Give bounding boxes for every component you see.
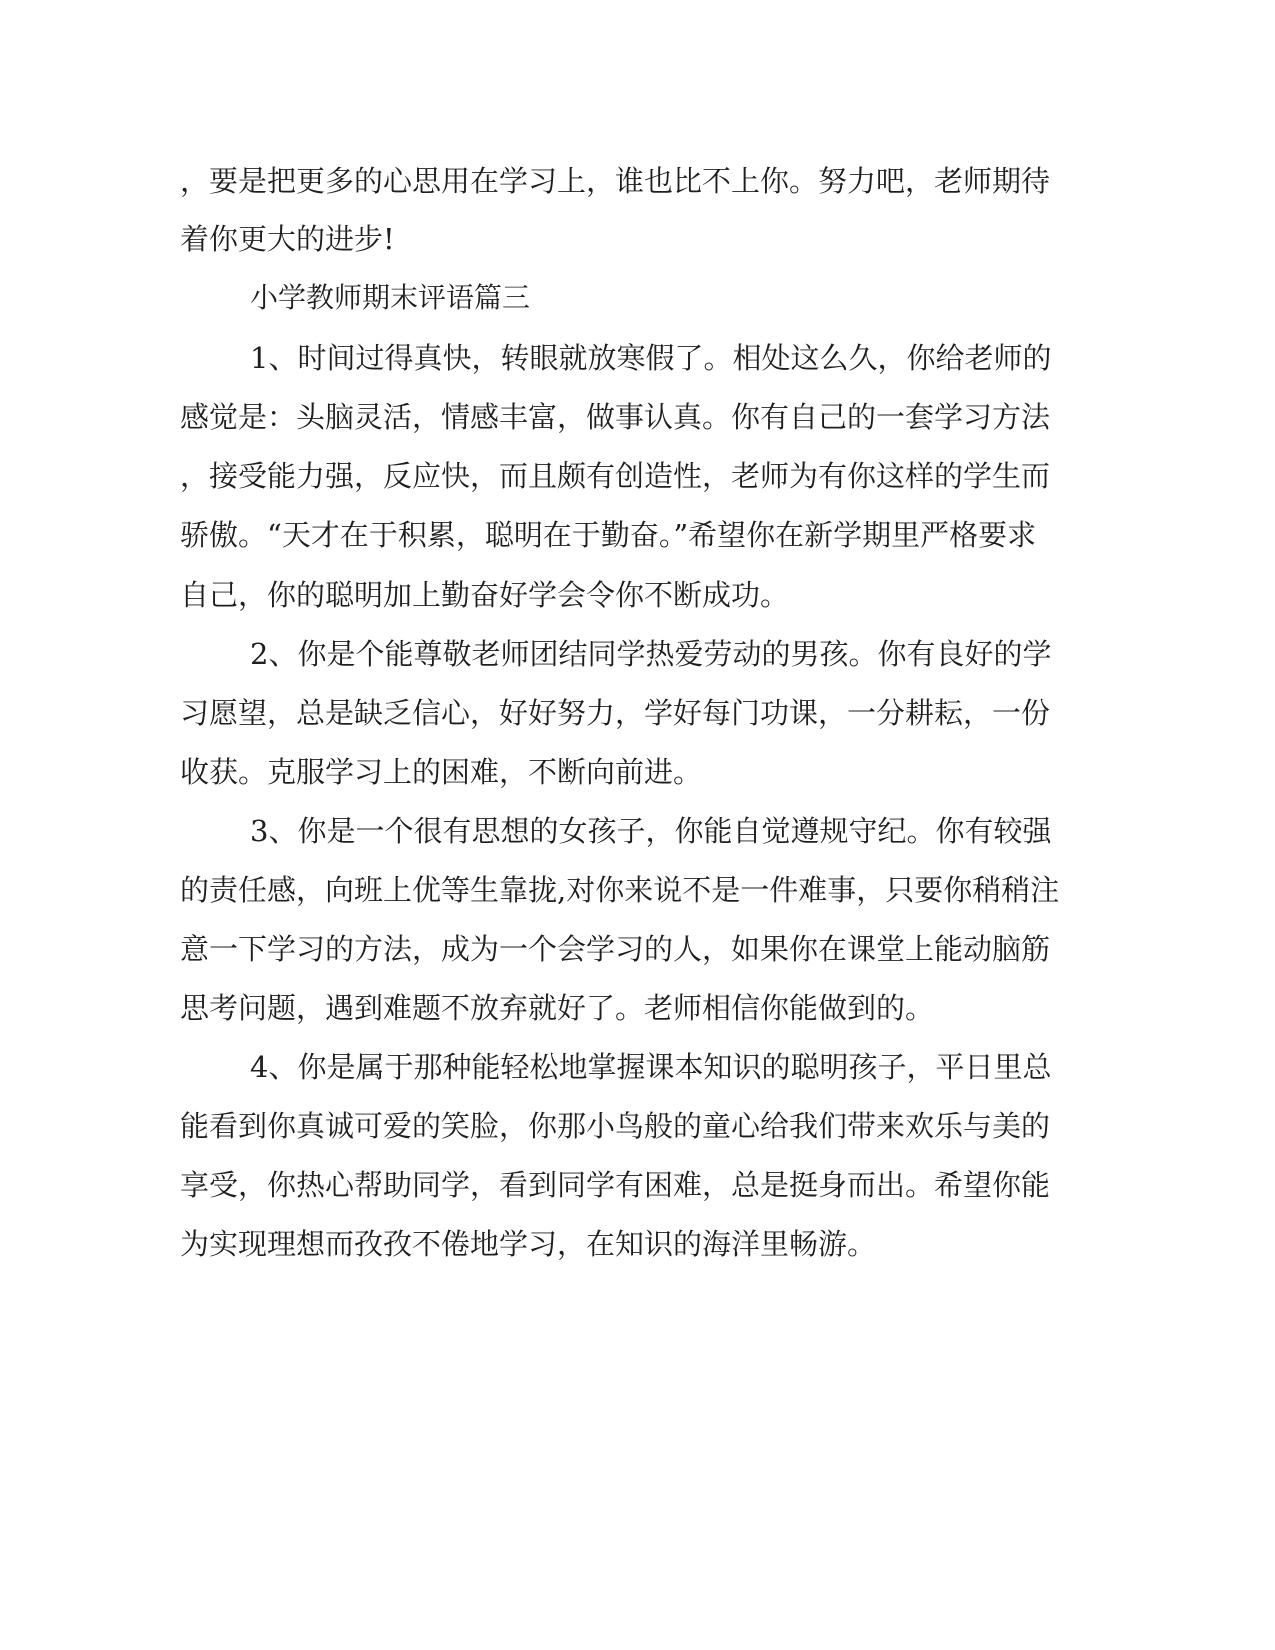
- body-text-line: 习愿望，总是缺乏信心，好好努力，学好每门功课，一分耕耘，一份: [180, 696, 1051, 730]
- body-text-line: 能看到你真诚可爱的笑脸，你那小鸟般的童心给我们带来欢乐与美的: [180, 1109, 1051, 1143]
- body-text-line: 3、你是一个很有思想的女孩子，你能自觉遵规守纪。你有较强: [250, 814, 1052, 848]
- body-text-line: ，要是把更多的心思用在学习上，谁也比不上你。努力吧，老师期待: [180, 164, 1051, 198]
- body-text-line: ，接受能力强，反应快，而且颇有创造性，老师为有你这样的学生而: [180, 459, 1051, 493]
- body-text-line: 感觉是：头脑灵活，情感丰富，做事认真。你有自己的一套学习方法: [180, 400, 1051, 434]
- section-heading: 小学教师期末评语篇三: [250, 281, 531, 314]
- body-text-line: 为实现理想而孜孜不倦地学习，在知识的海洋里畅游。: [180, 1227, 877, 1261]
- body-text-line: 思考问题，遇到难题不放弃就好了。老师相信你能做到的。: [180, 991, 935, 1025]
- body-text-line: 4、你是属于那种能轻松地掌握课本知识的聪明孩子，平日里总: [250, 1050, 1052, 1084]
- body-text-line: 1、时间过得真快，转眼就放寒假了。相处这么久，你给老师的: [250, 341, 1052, 375]
- body-text-line: 着你更大的进步!: [180, 222, 395, 256]
- body-text-line: 2、你是个能尊敬老师团结同学热爱劳动的男孩。你有良好的学: [250, 637, 1052, 671]
- body-text-line: 享受，你热心帮助同学，看到同学有困难，总是挺身而出。希望你能: [180, 1168, 1051, 1202]
- body-text-line: 骄傲。“天才在于积累，聪明在于勤奋。”希望你在新学期里严格要求: [180, 518, 1037, 552]
- body-text-line: 收获。克服学习上的困难，不断向前进。: [180, 755, 703, 789]
- body-text-line: 意一下学习的方法，成为一个会学习的人，如果你在课堂上能动脑筋: [180, 932, 1051, 966]
- body-text-line: 自己，你的聪明加上勤奋好学会令你不断成功。: [180, 578, 790, 612]
- body-text-line: 的责任感，向班上优等生靠拢,对你来说不是一件难事，只要你稍稍注: [180, 873, 1060, 907]
